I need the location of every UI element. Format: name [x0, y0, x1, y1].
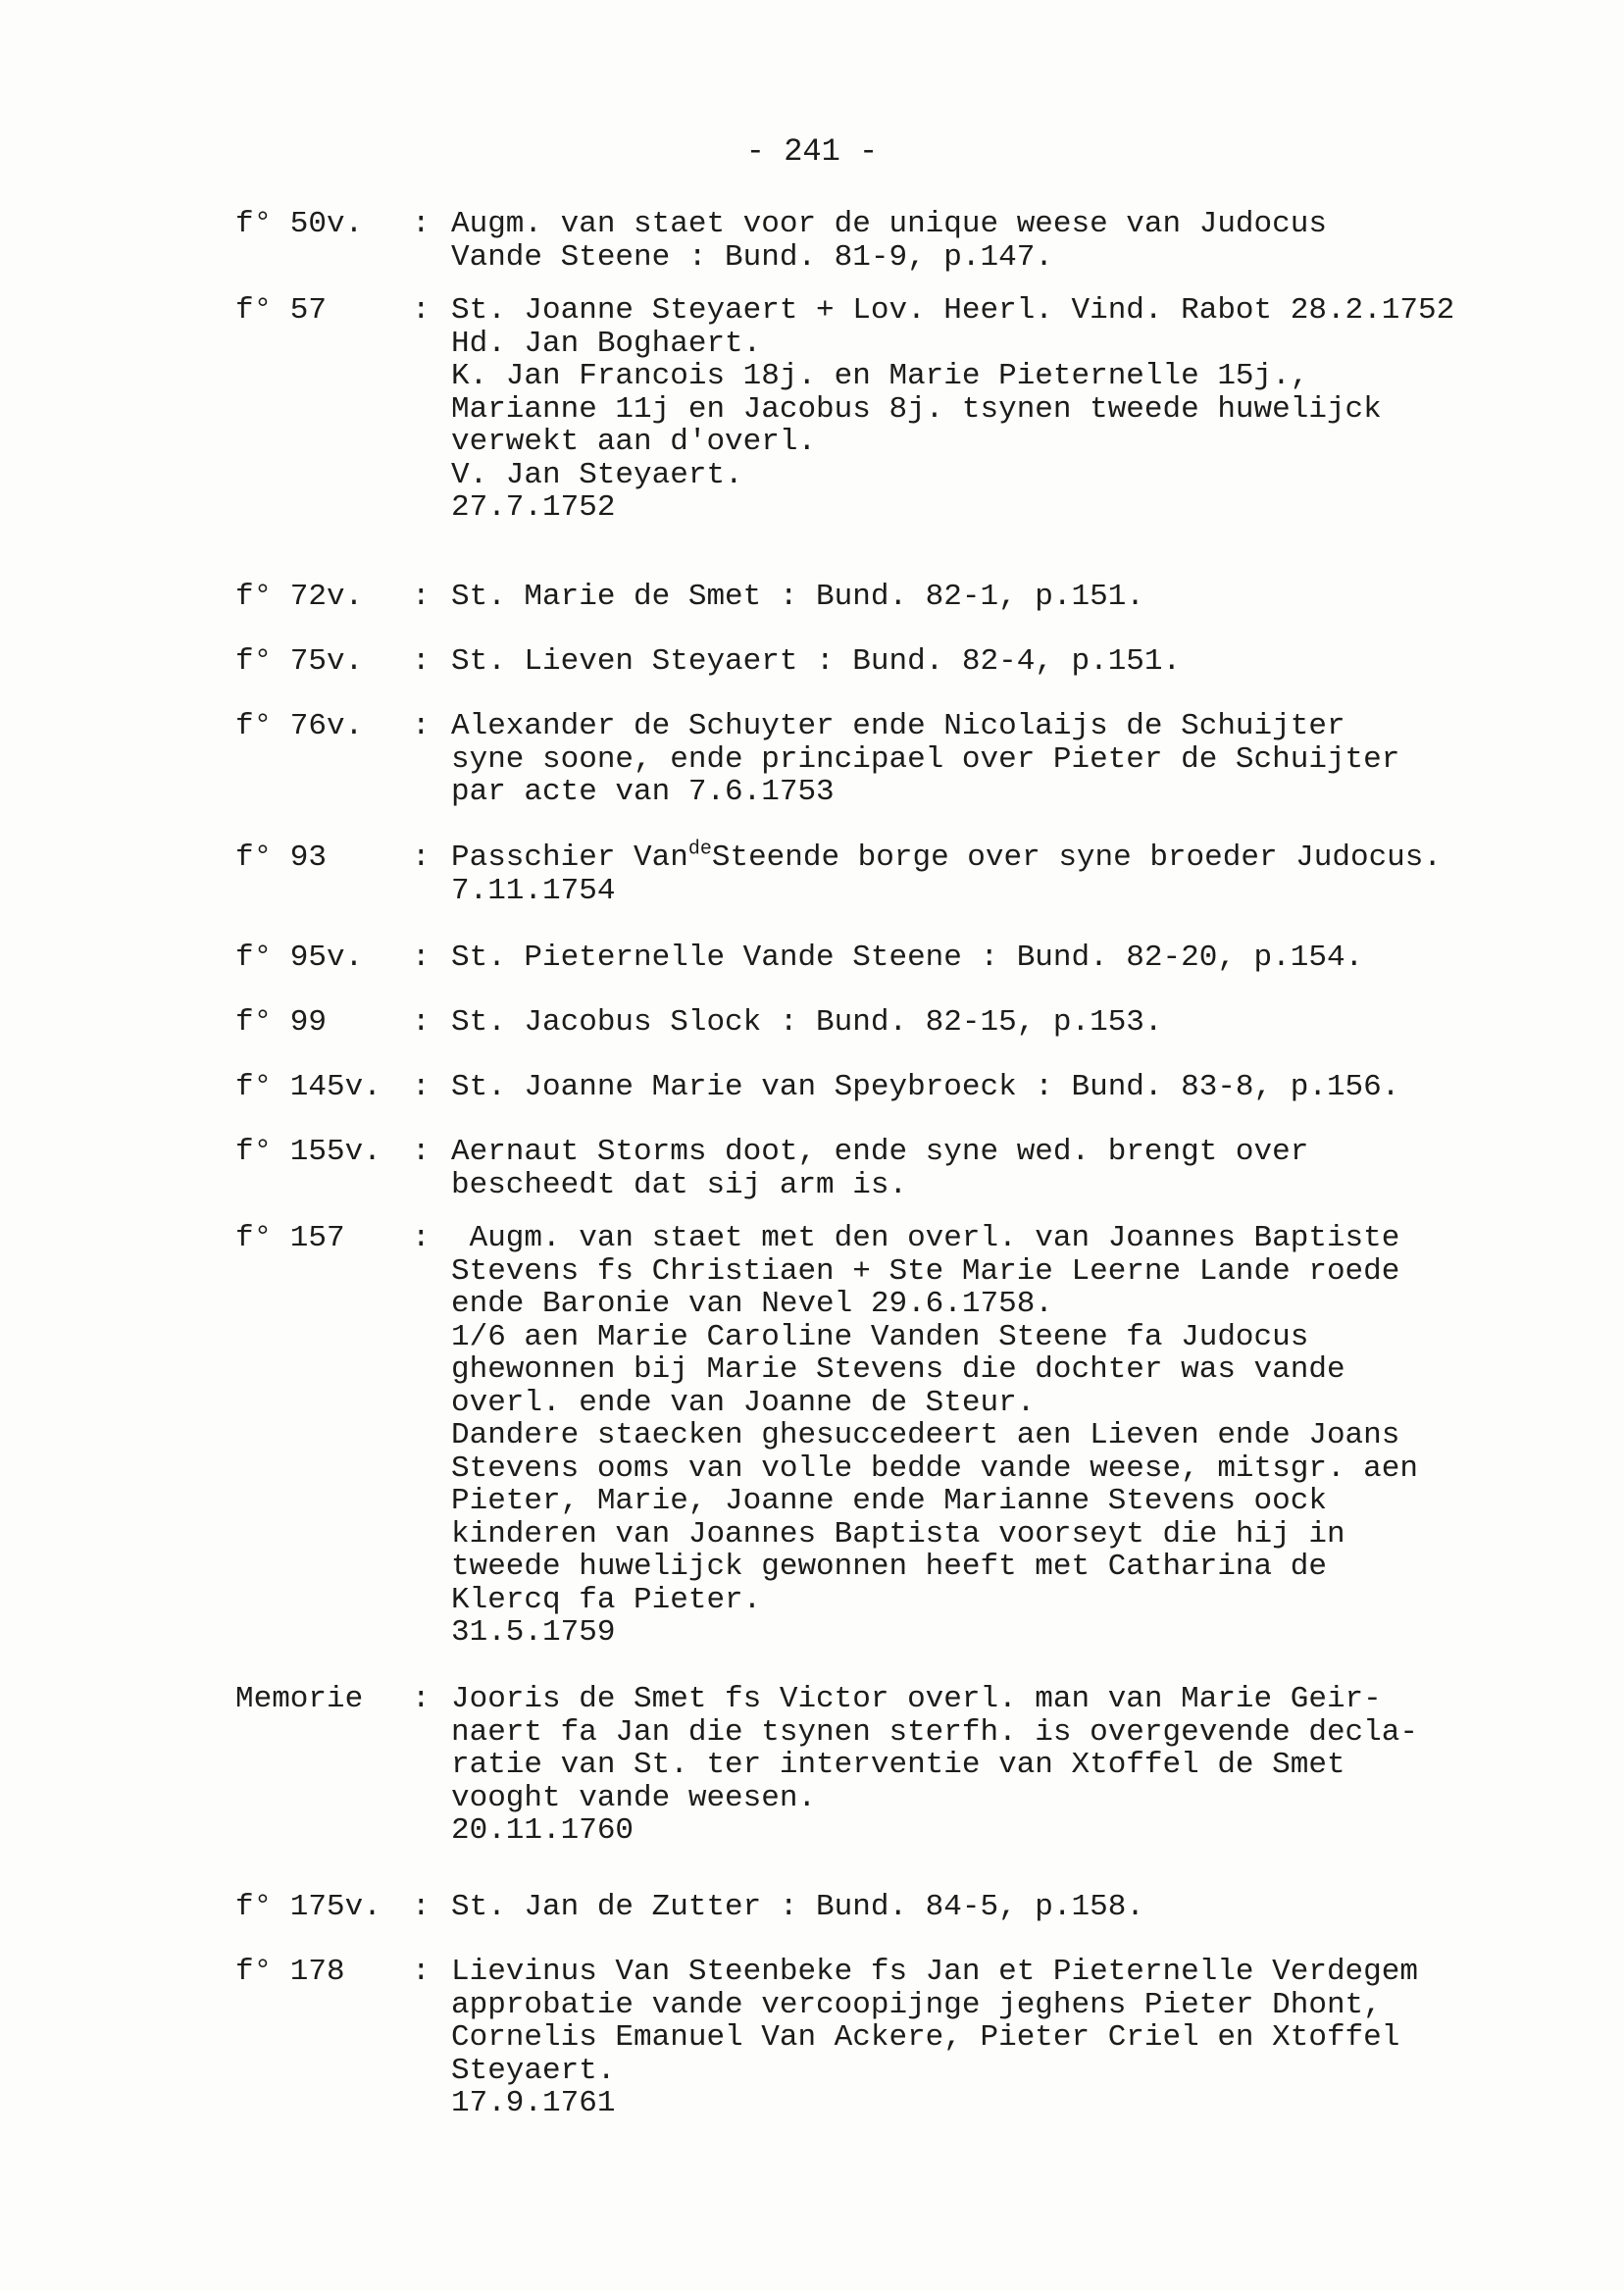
entry-line: Steyaert.: [451, 2053, 616, 2088]
entry-line: 17.9.1761: [451, 2086, 616, 2120]
entry-line: overl. ende van Joanne de Steur.: [451, 1385, 1036, 1420]
folio-reference: f° 145v.: [235, 1070, 381, 1104]
register-entry: [235, 1683, 1510, 1848]
register-entry: [235, 710, 1510, 809]
entry-line: verwekt aan d'overl.: [451, 425, 817, 459]
entry-line: St. Joanne Steyaert + Lov. Heerl. Vind. Rabot 28.2.1752: [451, 293, 1455, 328]
folio-reference: Memorie: [235, 1682, 364, 1716]
folio-reference: f° 157: [235, 1221, 345, 1255]
register-entry: [235, 208, 1510, 274]
separator-colon: :: [412, 580, 431, 614]
register-entry: [235, 1956, 1510, 2120]
entry-text: [451, 1222, 1510, 1650]
entry-text: [451, 581, 1510, 614]
separator-colon: :: [412, 207, 431, 241]
entry-line: Stevens ooms van volle bedde vande weese, mitsgr. aen: [451, 1451, 1418, 1486]
interlinear-insertion: de: [687, 838, 712, 861]
entry-line: approbatie vande vercoopijnge jeghens Pieter Dhont,: [451, 1987, 1382, 2022]
entry-text: [451, 1071, 1510, 1104]
entry-line: bescheedt dat sij arm is.: [451, 1167, 908, 1202]
entry-line: Jooris de Smet fs Victor overl. man van Marie Geir-: [451, 1682, 1382, 1716]
register-entry: [235, 1891, 1510, 1924]
entry-text: [451, 1683, 1510, 1848]
register-entry: [235, 942, 1510, 975]
entry-line: K. Jan Francois 18j. en Marie Pieternelle 15j.,: [451, 359, 1309, 393]
entry-line: Lievinus Van Steenbeke fs Jan et Pieternelle Verdegem: [451, 1955, 1418, 1989]
entry-line: ratie van St. ter interventie van Xtoffel de Smet: [451, 1748, 1345, 1782]
register-entry: [235, 581, 1510, 614]
entry-line: 1/6 aen Marie Caroline Vanden Steene fa Judocus: [451, 1319, 1309, 1354]
separator-colon: :: [412, 1005, 431, 1040]
folio-reference: f° 99: [235, 1005, 328, 1040]
separator-colon: :: [412, 840, 431, 875]
entry-line: tweede huwelijck gewonnen heeft met Catharina de: [451, 1550, 1327, 1584]
entry-line: St. Pieternelle Vande Steene : Bund. 82-20, p.154.: [451, 941, 1364, 975]
entry-line: Augm. van staet voor de unique weese van Judocus: [451, 207, 1327, 241]
entry-text: [451, 1006, 1510, 1040]
entry-line: Alexander de Schuyter ende Nicolaijs de Schuijter: [451, 709, 1345, 743]
folio-reference: f° 57: [235, 293, 328, 328]
entry-line: 7.11.1754: [451, 873, 616, 908]
entry-line: Pieter, Marie, Joanne ende Marianne Stevens oock: [451, 1484, 1327, 1518]
entry-line: St. Lieven Steyaert : Bund. 82-4, p.151.: [451, 644, 1182, 679]
register-entry: [235, 1071, 1510, 1104]
separator-colon: :: [412, 941, 431, 975]
entry-line: Aernaut Storms doot, ende syne wed. brengt over: [451, 1135, 1309, 1169]
entry-line: Dandere staecken ghesuccedeert aen Lieven ende Joans: [451, 1418, 1400, 1452]
entry-text: [451, 838, 1510, 908]
folio-reference: f° 72v.: [235, 580, 364, 614]
folio-reference: f° 50v.: [235, 207, 364, 241]
entry-text: [451, 645, 1510, 679]
folio-reference: f° 95v.: [235, 941, 364, 975]
register-entry: [235, 645, 1510, 679]
entry-line: syne soone, ende principael over Pieter de Schuijter: [451, 741, 1400, 777]
entry-line: ghewonnen bij Marie Stevens die dochter was vande: [451, 1352, 1345, 1387]
separator-colon: :: [412, 644, 431, 679]
entry-line: Hd. Jan Boghaert.: [451, 326, 762, 361]
entry-text: [451, 208, 1510, 274]
entry-line: St. Jacobus Slock : Bund. 82-15, p.153.: [451, 1005, 1163, 1040]
entry-text: [451, 710, 1510, 809]
page-number: - 241 -: [745, 133, 879, 170]
entry-text: [451, 1891, 1510, 1924]
entry-line: St. Jan de Zutter : Bund. 84-5, p.158.: [451, 1890, 1144, 1924]
folio-reference: f° 175v.: [235, 1890, 381, 1924]
entry-line: vooght vande weesen.: [451, 1780, 817, 1815]
entry-line: St. Joanne Marie van Speybroeck : Bund. 83-8, p.156.: [451, 1070, 1400, 1104]
entry-line: V. Jan Steyaert.: [451, 457, 743, 492]
entry-line: ende Baronie van Nevel 29.6.1758.: [451, 1287, 1053, 1321]
separator-colon: :: [412, 1070, 431, 1104]
entry-line: Vande Steene : Bund. 81-9, p.147.: [451, 239, 1053, 275]
entry-line: naert fa Jan die tsynen sterfh. is overgevende decla-: [451, 1714, 1418, 1750]
separator-colon: :: [412, 1135, 431, 1169]
entry-line: Stevens fs Christiaen + Ste Marie Leerne Lande roede: [451, 1253, 1400, 1289]
entry-line: 27.7.1752: [451, 490, 616, 525]
entry-line: 20.11.1760: [451, 1813, 634, 1848]
separator-colon: :: [412, 293, 431, 328]
entry-text: [451, 1956, 1510, 2120]
entry-line: kinderen van Joannes Baptista voorseyt die hij in: [451, 1516, 1345, 1552]
folio-reference: f° 76v.: [235, 709, 364, 743]
register-entry: [235, 1222, 1510, 1650]
separator-colon: :: [412, 1890, 431, 1924]
folio-reference: f° 178: [235, 1955, 345, 1989]
separator-colon: :: [412, 1955, 431, 1989]
entry-text: [451, 942, 1510, 975]
separator-colon: :: [412, 1221, 431, 1255]
separator-colon: :: [412, 709, 431, 743]
entry-text: [451, 1136, 1510, 1201]
register-entry: [235, 294, 1510, 525]
entry-text: [451, 294, 1510, 525]
entry-line: St. Marie de Smet : Bund. 82-1, p.151.: [451, 580, 1144, 614]
entry-line: par acte van 7.6.1753: [451, 775, 835, 809]
entry-line: Marianne 11j en Jacobus 8j. tsynen tweede huwelijck: [451, 391, 1382, 427]
entry-line: Passchier Van$^{de}$Steende borge over syne broeder Judocus.: [451, 838, 1442, 875]
entry-line: Augm. van staet met den overl. van Joannes Baptiste: [451, 1221, 1400, 1255]
register-entry: [235, 1136, 1510, 1201]
entry-line: Cornelis Emanuel Van Ackere, Pieter Criel en Xtoffel: [451, 2020, 1400, 2055]
folio-reference: f° 93: [235, 840, 328, 875]
register-entry: [235, 1006, 1510, 1040]
separator-colon: :: [412, 1682, 431, 1716]
entry-line: 31.5.1759: [451, 1615, 616, 1650]
folio-reference: f° 155v.: [235, 1135, 381, 1169]
register-entry: [235, 838, 1510, 908]
entry-line: Klercq fa Pieter.: [451, 1582, 762, 1617]
folio-reference: f° 75v.: [235, 644, 364, 679]
